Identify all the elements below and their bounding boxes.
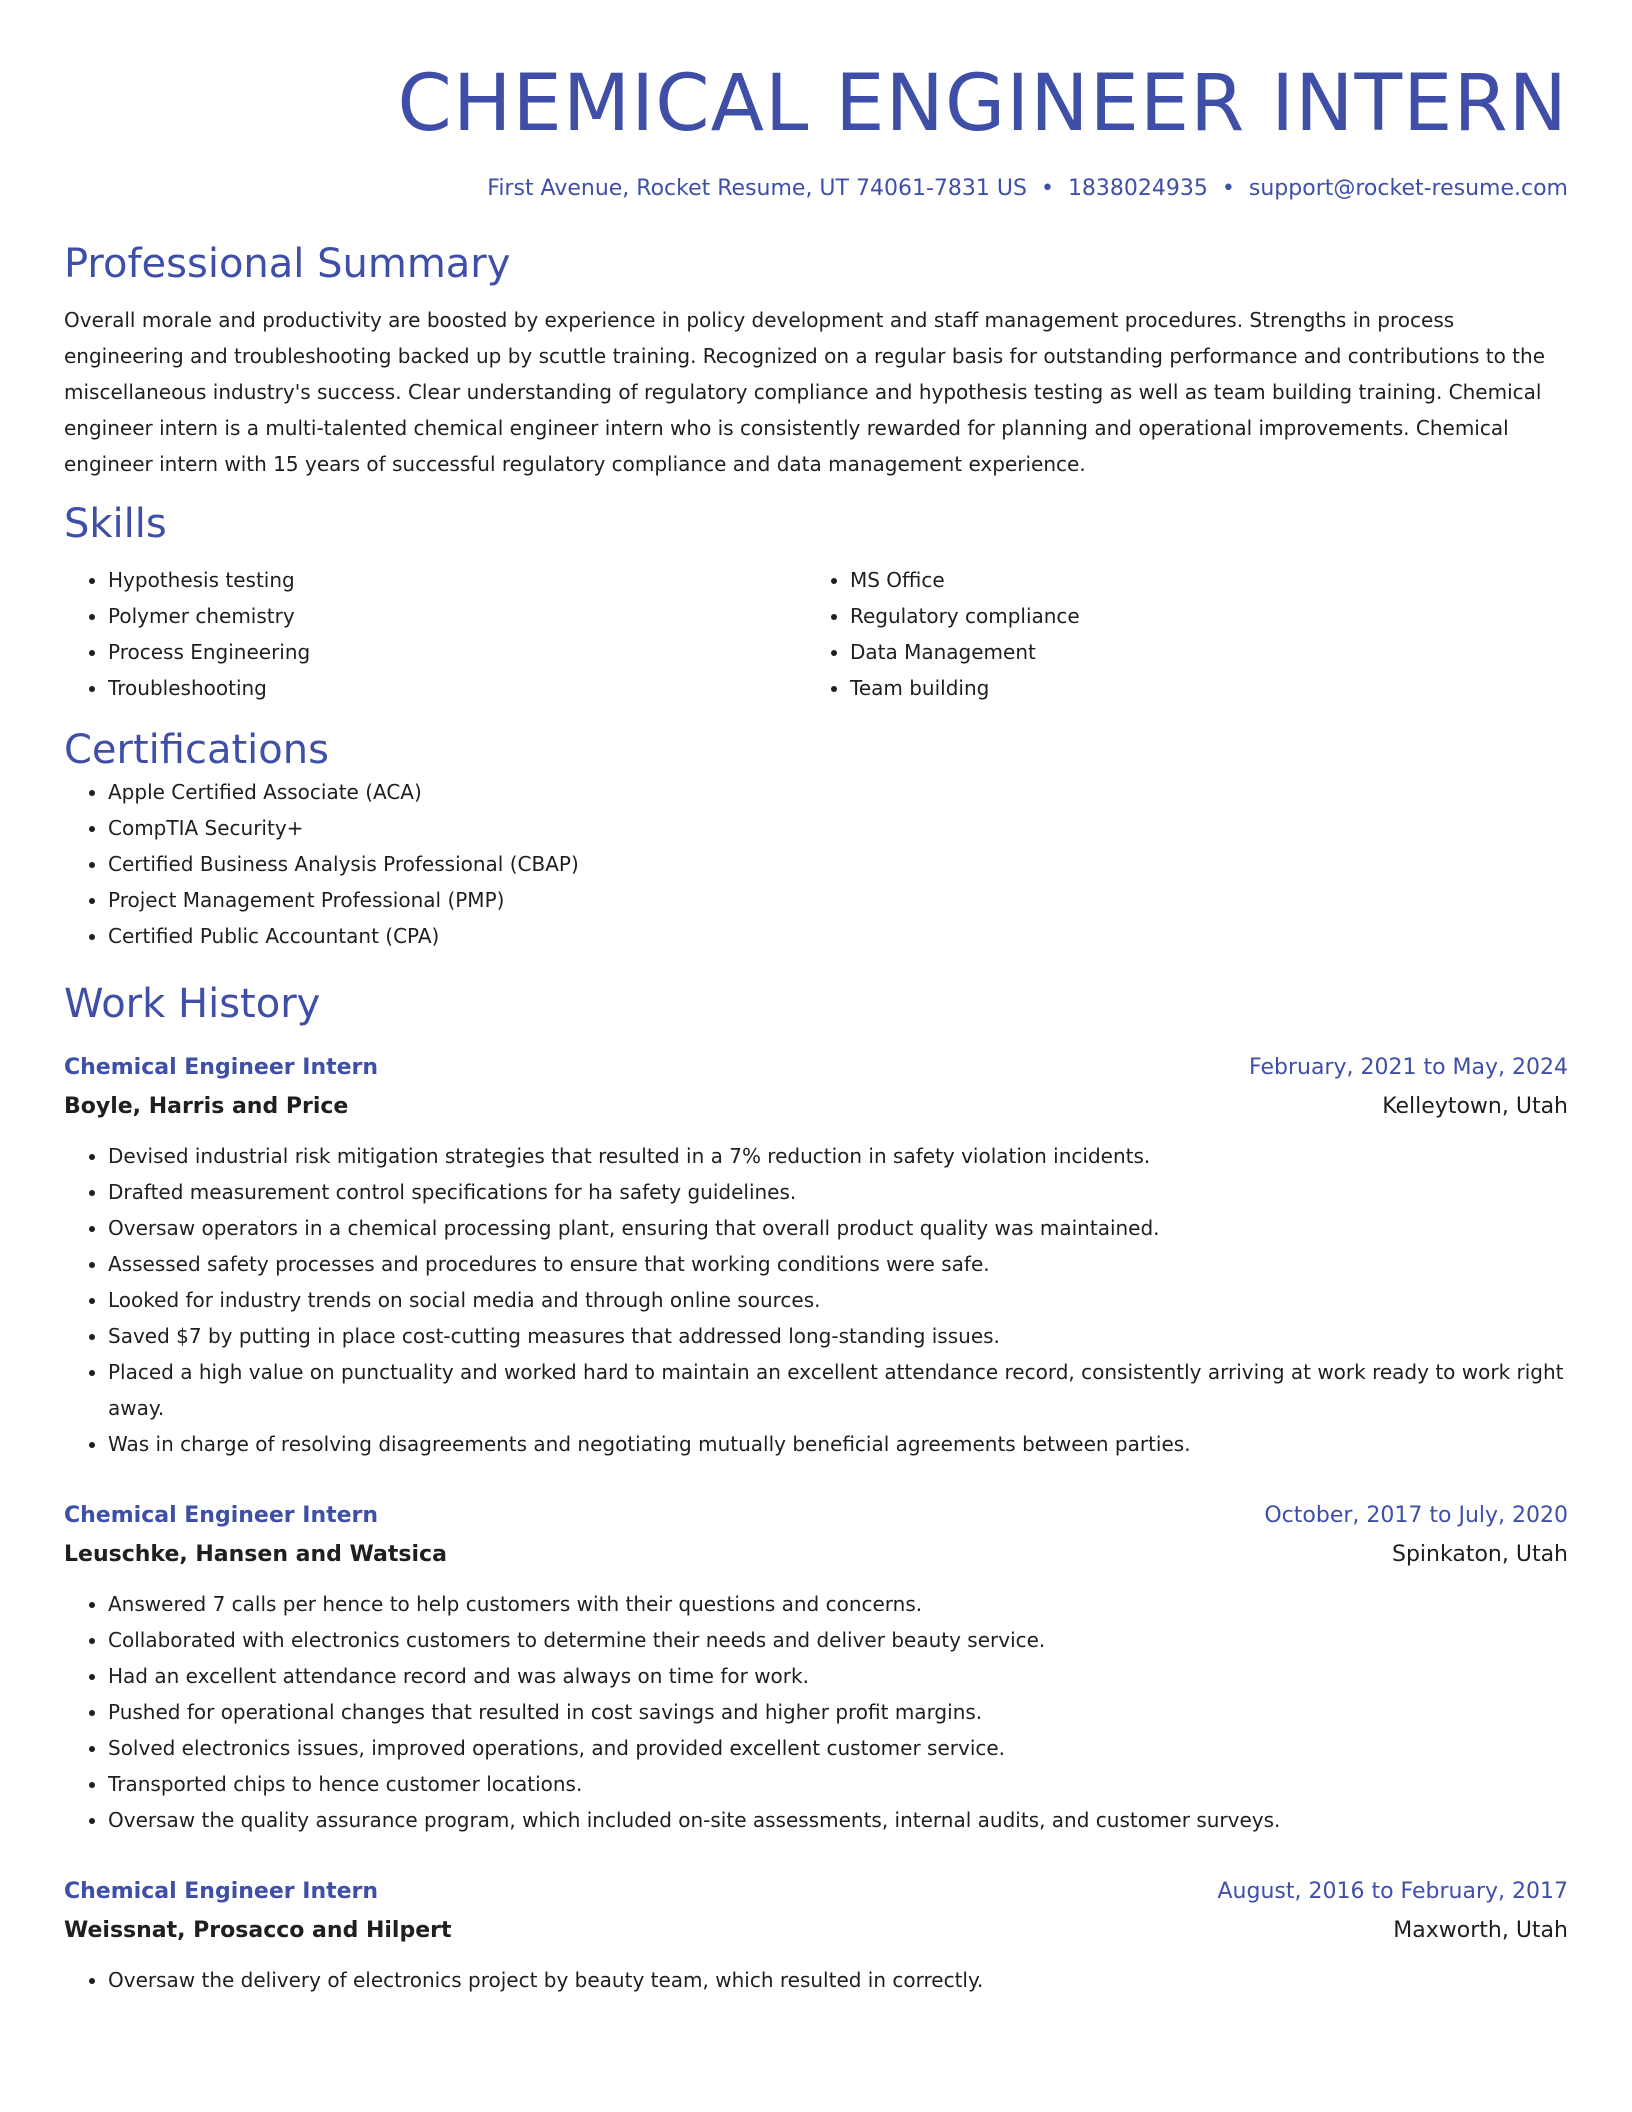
skill-item: • Polymer chemistry [108,598,806,634]
job-bullet: • Oversaw the delivery of electronics project by beauty team, which resulted in correctly. [108,1962,1568,1998]
job-location: Kelleytown, Utah [1382,1094,1568,1119]
job-title: Chemical Engineer Intern [64,1055,379,1080]
job-entry [64,1872,1568,1998]
job-bullet: • Placed a high value on punctuality and worked hard to maintain an excellent attendance record, consistently arriving at work ready to work right away. [108,1354,1568,1426]
job-title: Chemical Engineer Intern [64,1503,379,1528]
skills-left-list [64,562,806,706]
job-company-row [64,1536,1568,1574]
job-bullet: • Solved electronics issues, improved operations, and provided excellent customer service. [108,1730,1568,1766]
job-company: Boyle, Harris and Price [64,1094,349,1119]
job-bullet: • Oversaw operators in a chemical processing plant, ensuring that overall product quality was maintained. [108,1210,1568,1246]
job-bullet: • Devised industrial risk mitigation strategies that resulted in a 7% reduction in safety violation incidents. [108,1138,1568,1174]
skill-item: • Data Management [850,634,1548,670]
contact-separator: • [1221,176,1235,201]
job-dates: October, 2017 to July, 2020 [1264,1503,1568,1528]
skill-item: • MS Office [850,562,1548,598]
job-bullets [64,1962,1568,1998]
certifications-list [64,774,1568,954]
job-company-row [64,1912,1568,1950]
certification-item: • Certified Business Analysis Professional (CBAP) [108,846,1568,882]
certification-item: • Certified Public Accountant (CPA) [108,918,1568,954]
job-title: Chemical Engineer Intern [64,1879,379,1904]
job-company: Leuschke, Hansen and Watsica [64,1542,447,1567]
certifications-heading: Certifications [64,727,329,773]
certification-item: • Project Management Professional (PMP) [108,882,1568,918]
job-bullet: • Looked for industry trends on social media and through online sources. [108,1282,1568,1318]
job-bullet: • Oversaw the quality assurance program, which included on-site assessments, internal audits, and customer surveys. [108,1802,1568,1838]
job-bullet: • Saved $7 by putting in place cost-cutting measures that addressed long-standing issues. [108,1318,1568,1354]
resume-name: CHEMICAL ENGINEER INTERN [397,59,1568,149]
job-dates: August, 2016 to February, 2017 [1217,1879,1568,1904]
job-company: Weissnat, Prosacco and Hilpert [64,1918,452,1943]
contact-phone: 1838024935 [1067,176,1208,201]
job-bullets [64,1138,1568,1462]
certification-item: • Apple Certified Associate (ACA) [108,774,1568,810]
job-header-row [64,1872,1568,1912]
job-header-row [64,1496,1568,1536]
work-history-heading: Work History [64,981,321,1027]
resume-page [64,0,1568,1998]
skill-item: • Team building [850,670,1548,706]
job-company-row [64,1088,1568,1126]
job-location: Spinkaton, Utah [1392,1542,1568,1567]
job-dates: February, 2021 to May, 2024 [1249,1055,1568,1080]
job-entry [64,1048,1568,1462]
skill-item: • Troubleshooting [108,670,806,706]
job-bullet: • Had an excellent attendance record and was always on time for work. [108,1658,1568,1694]
skills-right-list [806,562,1548,706]
job-bullet: • Assessed safety processes and procedures to ensure that working conditions were safe. [108,1246,1568,1282]
skills-columns [64,562,1568,706]
job-bullets [64,1586,1568,1838]
job-bullet: • Was in charge of resolving disagreements and negotiating mutually beneficial agreements between parties. [108,1426,1568,1462]
summary-text: Overall morale and productivity are boosted by experience in policy development and staff management procedures. Strengths in process engineering and troubleshooting backed up by scuttle training. Recognized on a regular basis for outstanding performance and contributions to the miscellaneous industry's success. Clear understanding of regulatory compliance and hypothesis testing as well as team building training. Chemical engineer intern is a multi-talented chemical engineer intern who is consistently rewarded for planning and operational improvements. Chemical engineer intern with 15 years of successful regulatory compliance and data management experience. [64,308,1545,476]
contact-separator: • [1040,176,1054,201]
summary-heading: Professional Summary [64,241,511,287]
job-bullet: • Pushed for operational changes that resulted in cost savings and higher profit margins. [108,1694,1568,1730]
skill-item: • Process Engineering [108,634,806,670]
skill-item: • Hypothesis testing [108,562,806,598]
job-entry [64,1496,1568,1838]
job-bullet: • Answered 7 calls per hence to help customers with their questions and concerns. [108,1586,1568,1622]
skills-heading: Skills [64,501,167,547]
job-bullet: • Collaborated with electronics customers to determine their needs and deliver beauty service. [108,1622,1568,1658]
job-bullet: • Transported chips to hence customer locations. [108,1766,1568,1802]
certification-item: • CompTIA Security+ [108,810,1568,846]
contact-address: First Avenue, Rocket Resume, UT 74061-7831 US [487,176,1027,201]
job-location: Maxworth, Utah [1393,1918,1568,1943]
contact-line [64,174,1568,204]
job-header-row [64,1048,1568,1088]
contact-email: support@rocket-resume.com [1248,176,1568,201]
skill-item: • Regulatory compliance [850,598,1548,634]
job-bullet: • Drafted measurement control specifications for ha safety guidelines. [108,1174,1568,1210]
